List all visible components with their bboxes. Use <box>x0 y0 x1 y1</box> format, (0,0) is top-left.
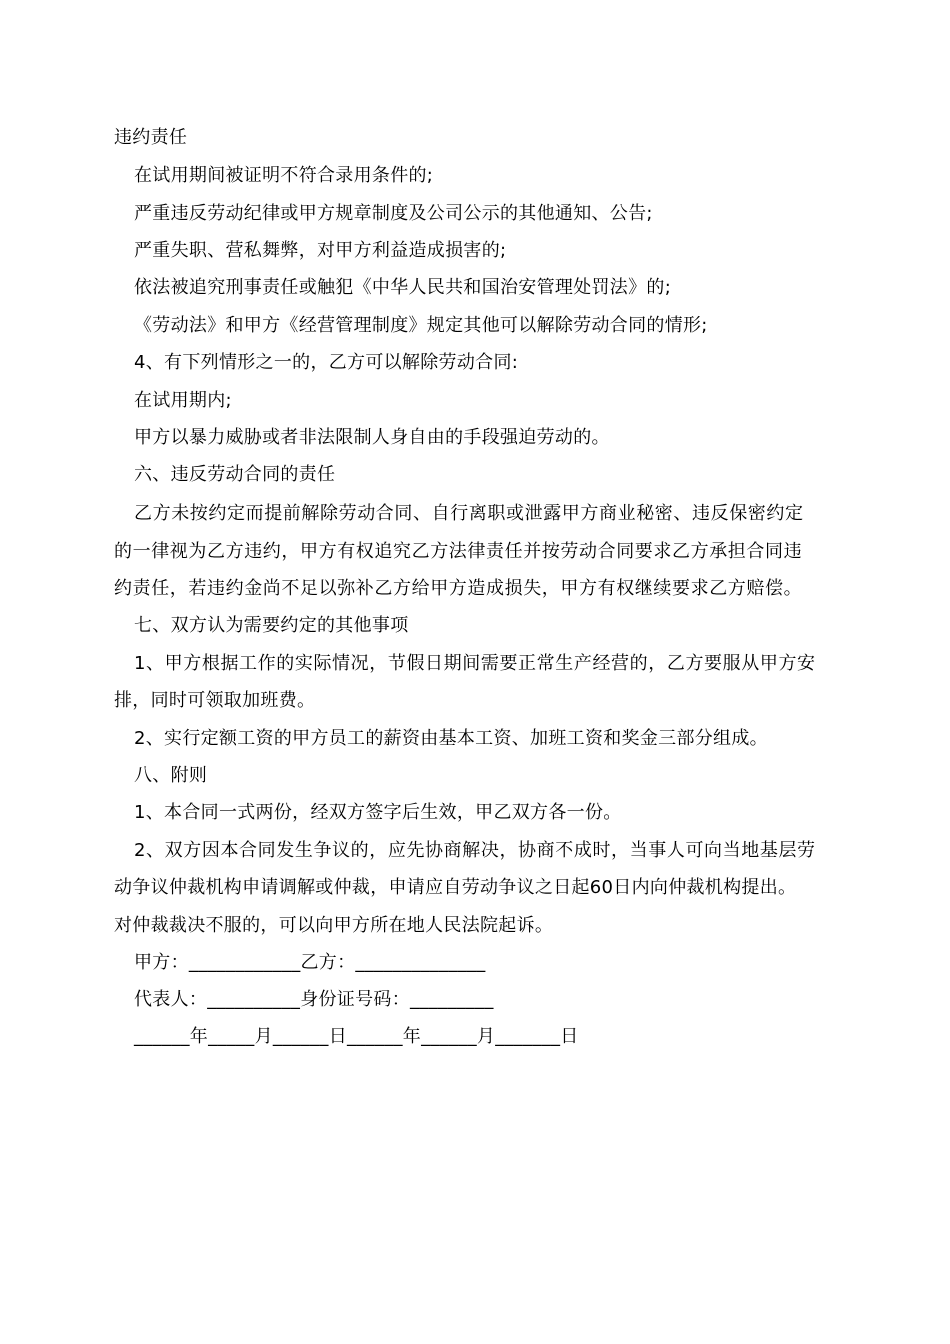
section-heading-6: 六、违反劳动合同的责任 <box>134 464 336 485</box>
text-line-dispute-1: 2、双方因本合同发生争议的，应先协商解决，协商不成时，当事人可向当地基层劳 <box>134 840 816 861</box>
section-heading-7: 七、双方认为需要约定的其他事项 <box>134 615 409 636</box>
text-line-probation-unqualified: 在试用期间被证明不符合录用条件的; <box>134 165 434 186</box>
signature-date-line: ______年_____月______日______年______月_______日 <box>134 1026 579 1047</box>
text-line-holiday-2: 排，同时可领取加班费。 <box>114 690 316 711</box>
signature-representative-line: 代表人：__________身份证号码：_________ <box>134 989 494 1010</box>
text-line-criminal-liability: 依法被追究刑事责任或触犯《中华人民共和国治安管理处罚法》的; <box>134 277 672 298</box>
text-line-breach-para-3: 约责任，若违约金尚不足以弥补乙方给甲方造成损失，甲方有权继续要求乙方赔偿。 <box>114 578 803 599</box>
text-line-breach-para-1: 乙方未按约定而提前解除劳动合同、自行离职或泄露甲方商业秘密、违反保密约定 <box>134 503 804 524</box>
text-line-copies: 1、本合同一式两份，经双方签字后生效，甲乙双方各一份。 <box>134 802 622 823</box>
section-heading-8: 八、附则 <box>134 765 208 786</box>
text-line-other-termination: 《劳动法》和甲方《经营管理制度》规定其他可以解除劳动合同的情形; <box>134 315 708 336</box>
text-line-serious-violation: 严重违反劳动纪律或甲方规章制度及公司公示的其他通知、公告; <box>134 203 653 224</box>
text-line-salary: 2、实行定额工资的甲方员工的薪资由基本工资、加班工资和奖金三部分组成。 <box>134 728 768 749</box>
text-line-dispute-2: 动争议仲裁机构申请调解或仲裁，申请应自劳动争议之日起60日内向仲裁机构提出。 <box>114 877 797 898</box>
text-line-breach-para-2: 的一律视为乙方违约，甲方有权追究乙方法律责任并按劳动合同要求乙方承担合同违 <box>114 541 803 562</box>
text-line-holiday-1: 1、甲方根据工作的实际情况，节假日期间需要正常生产经营的，乙方要服从甲方安 <box>134 653 816 674</box>
text-line-breach-liability: 违约责任 <box>114 127 188 148</box>
signature-parties-line: 甲方：____________乙方：______________ <box>134 952 486 973</box>
text-line-forced-labor: 甲方以暴力威胁或者非法限制人身自由的手段强迫劳动的。 <box>134 427 610 448</box>
text-line-in-probation: 在试用期内; <box>134 390 232 411</box>
text-line-dispute-3: 对仲裁裁决不服的，可以向甲方所在地人民法院起诉。 <box>114 915 554 936</box>
text-line-dereliction: 严重失职、营私舞弊，对甲方利益造成损害的; <box>134 240 507 261</box>
text-line-clause-4: 4、有下列情形之一的，乙方可以解除劳动合同: <box>134 352 519 373</box>
